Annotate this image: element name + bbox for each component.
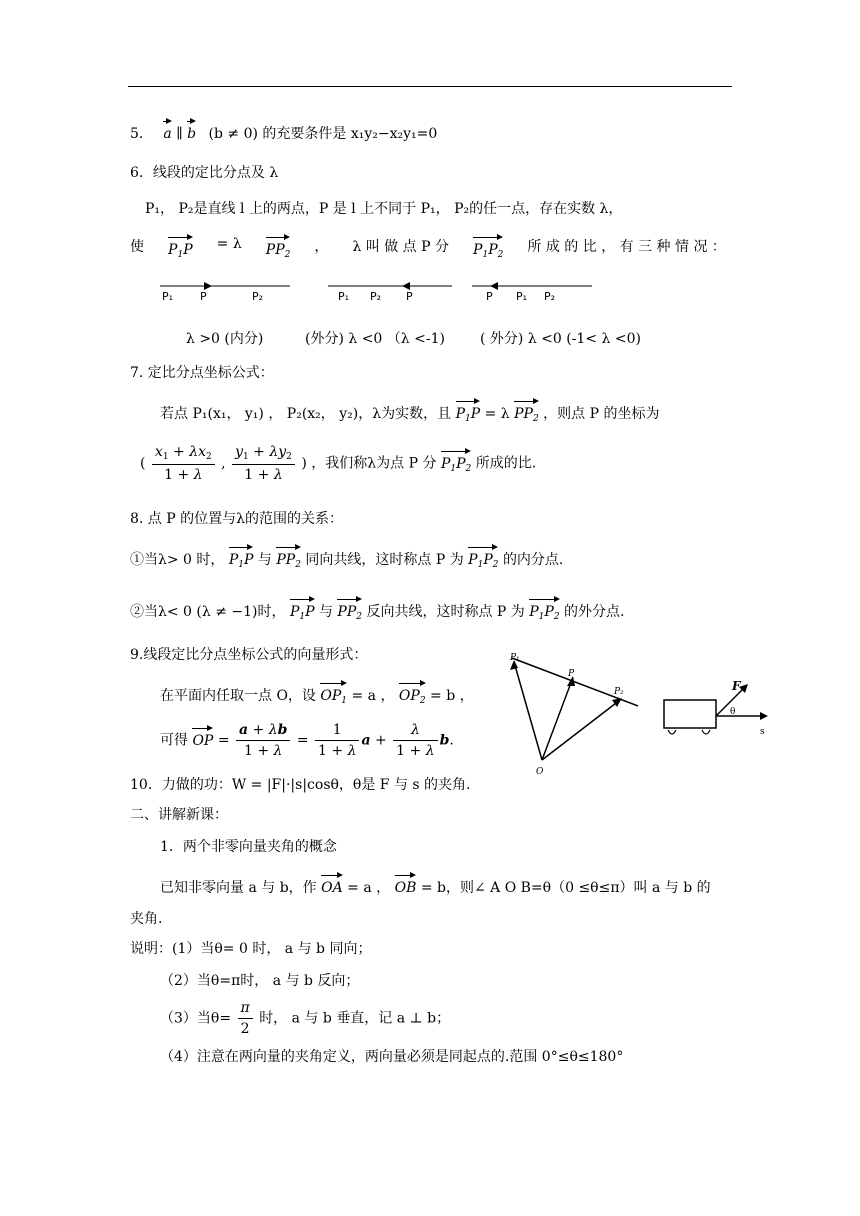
fraction-x: $\frac{x_1 + \lambda x_2}{1 + \lambda}$: [152, 444, 215, 483]
vector-op2: $OP_2$: [399, 682, 426, 706]
vector-p1p2: $P_1P_2$: [441, 450, 471, 474]
item-9-formula: 可得 OP = $\frac{a + \lambda b}{1 + \lambda}$ = $\frac{1}{1 + \lambda}$ a + $\frac{\lambda}{1 + \lambda}$ b.: [160, 722, 454, 759]
text: 与: [257, 552, 272, 568]
text: 同向共线，这时称点 P 为: [305, 552, 464, 568]
item-10: 10．力做的功：W = |F|·|s|cosθ，θ是 F 与 s 的夹角.: [130, 777, 471, 793]
text: ，我们称λ为点 P 分: [311, 455, 437, 472]
text: （3）当θ=: [160, 1010, 232, 1027]
diagram-external-1: [328, 282, 452, 303]
section-2-title: 二、讲解新课：: [130, 807, 228, 823]
fraction-3: $\frac{\lambda}{1 + \lambda}$: [393, 722, 437, 759]
label-p: P: [200, 290, 207, 303]
note-3: [160, 1000, 450, 1037]
item-6-line1: P₁， P₂是直线 l 上的两点，P 是 l 上不同于 P₁， P₂的任一点，存在实数 λ，: [145, 201, 623, 217]
vector-p1p2: $P_1P_2$: [468, 546, 498, 570]
vector-pp2: $PP_2$: [266, 236, 291, 260]
parallel-symbol: ∥: [176, 126, 188, 142]
text: 的外分点.: [564, 604, 625, 620]
label-p1: P₁: [510, 653, 520, 663]
text-mid: λ 叫 做 点 P 分: [352, 239, 449, 255]
condition: (b ≠ 0): [208, 126, 258, 142]
fraction-1: $\frac{a + \lambda b}{1 + \lambda}$: [236, 722, 290, 759]
case-external-2: ( 外分) λ <0 (-1< λ <0): [480, 331, 641, 347]
fraction-y: $\frac{y_1 + \lambda y_2}{1 + \lambda}$: [232, 444, 295, 483]
text-shi: 使: [130, 239, 144, 255]
note-2: （2）当θ=π时， a 与 b 反向；: [160, 973, 360, 989]
label-p2: P₂: [370, 290, 382, 303]
item-6-title: 6．线段的定比分点及 λ: [130, 165, 279, 181]
header-rule: [128, 86, 732, 87]
vector-p1p: $P_1P$: [456, 400, 481, 424]
label-o: O: [536, 767, 544, 777]
text: 时， a 与 b 垂直，记 a ⊥ b；: [259, 1010, 451, 1027]
text: 在平面内任取一点 O，设: [160, 688, 316, 704]
ratio-diagrams: [160, 278, 600, 308]
label-s: s: [760, 727, 765, 737]
eq-lambda: = λ: [216, 236, 242, 252]
vector-ob: OB: [395, 874, 417, 896]
item-number: 5．: [130, 126, 153, 142]
note-4: （4）注意在两向量的夹角定义，两向量必须是同起点的.范围 0°≤θ≤180°: [160, 1049, 624, 1065]
vector-op: OP: [192, 727, 213, 749]
item-7-line2: ( $\frac{x_1 + \lambda x_2}{1 + \lambda}$ , $\frac{y_1 + \lambda y_2}{1 + \lambda}$ ) ，我们称λ为点 P 分 $P_1P_2$ 所成的比.: [140, 444, 537, 483]
text: ②当λ< 0 (λ ≠ −1)时，: [130, 604, 286, 620]
label-p2: P₂: [252, 290, 264, 303]
item-8-case2: [130, 598, 624, 622]
definition-line2: 夹角.: [130, 911, 163, 927]
label-p: P: [486, 290, 493, 303]
label-F: F: [732, 679, 741, 693]
vector-p1p2: $P_1P_2$: [473, 236, 503, 260]
label-theta: θ: [730, 707, 736, 717]
case-external-1: (外分) λ <0 （λ <-1): [305, 331, 445, 347]
label-p1: P₁: [162, 290, 174, 303]
text: ，则点 P 的坐标为: [543, 406, 660, 422]
text: = a ，: [347, 880, 391, 896]
vector-p1p: $P_1P$: [229, 546, 254, 570]
diagram-external-2: [472, 282, 592, 303]
vector-b: b: [187, 120, 196, 142]
text: = b，则∠ A O B=θ（0 ≤θ≤π）叫 a 与 b 的: [420, 880, 711, 896]
item-9-title: 9.线段定比分点坐标公式的向量形式：: [130, 647, 368, 663]
vector-p1p: $P_1P$: [168, 236, 193, 260]
item-7-line1: 若点 P₁(x₁， y₁) ， P₂(x₂， y₂)，λ为实数，且 $P_1P = \lambda$ $PP_2$ ，则点 P 的坐标为: [160, 400, 659, 424]
text: 反向共线，这时称点 P 为: [366, 604, 525, 620]
label-p: P: [568, 669, 575, 679]
diagram-internal: [160, 282, 290, 303]
condition-text: 的充要条件是 x₁y₂−x₂y₁=0: [262, 126, 438, 142]
text: 若点 P₁(x₁， y₁) ， P₂(x₂， y₂)，λ为实数，且: [160, 406, 452, 422]
label-p1: P₁: [516, 290, 528, 303]
item-9-line1: [160, 682, 474, 706]
label-p: P: [406, 290, 413, 303]
triangle-figure: [498, 648, 648, 778]
text: 的内分点.: [502, 552, 564, 568]
subsection-1-title: 1．两个非零向量夹角的概念: [160, 839, 337, 855]
label-p2: P₂: [544, 290, 556, 303]
note-1: 说明：(1）当θ= 0 时， a 与 b 同向；: [130, 941, 372, 957]
fraction-2: $\frac{1}{1 + \lambda}$: [315, 722, 359, 759]
text: 可得: [160, 732, 188, 749]
item-8-title: 8. 点 P 的位置与λ的范围的关系：: [130, 511, 344, 527]
vector-a: a: [163, 120, 171, 142]
vector-p1p: $P_1P$: [290, 598, 315, 622]
case-internal: λ >0 (内分): [186, 331, 264, 347]
force-figure: [656, 676, 776, 742]
vector-pp2: $PP_2$: [514, 400, 539, 424]
text: 所成的比.: [475, 455, 537, 472]
vector-p1p2: $P_1P_2$: [529, 598, 559, 622]
vector-oa: OA: [321, 874, 343, 896]
text: = a ，: [351, 688, 395, 704]
label-p2: P₂: [614, 687, 624, 697]
item-6-line2: 使 $P_1P$ = λ $PP_2$ ， λ 叫 做 点 P 分 $P_1P_2$ 所 成 的 比 ， 有 三 种 情 况 ：: [130, 236, 726, 260]
item-7-title: 7. 定比分点坐标公式：: [130, 365, 274, 381]
fraction-pi-2: $\frac{\pi}{2}$: [238, 1000, 253, 1037]
text: = b ，: [430, 688, 474, 704]
text: 已知非零向量 a 与 b，作: [160, 880, 317, 896]
label-p1: P₁: [338, 290, 350, 303]
text: 与: [318, 604, 333, 620]
vector-pp2: $PP_2$: [337, 598, 362, 622]
item-8-case1: [130, 546, 563, 570]
definition-line1: [160, 874, 711, 897]
vector-pp2: $PP_2$: [276, 546, 301, 570]
vector-op1: $OP_1$: [320, 682, 347, 706]
text: ①当λ> 0 时，: [130, 552, 225, 568]
item-5: [130, 120, 437, 143]
text-end: 所 成 的 比 ， 有 三 种 情 况 ：: [527, 239, 726, 255]
